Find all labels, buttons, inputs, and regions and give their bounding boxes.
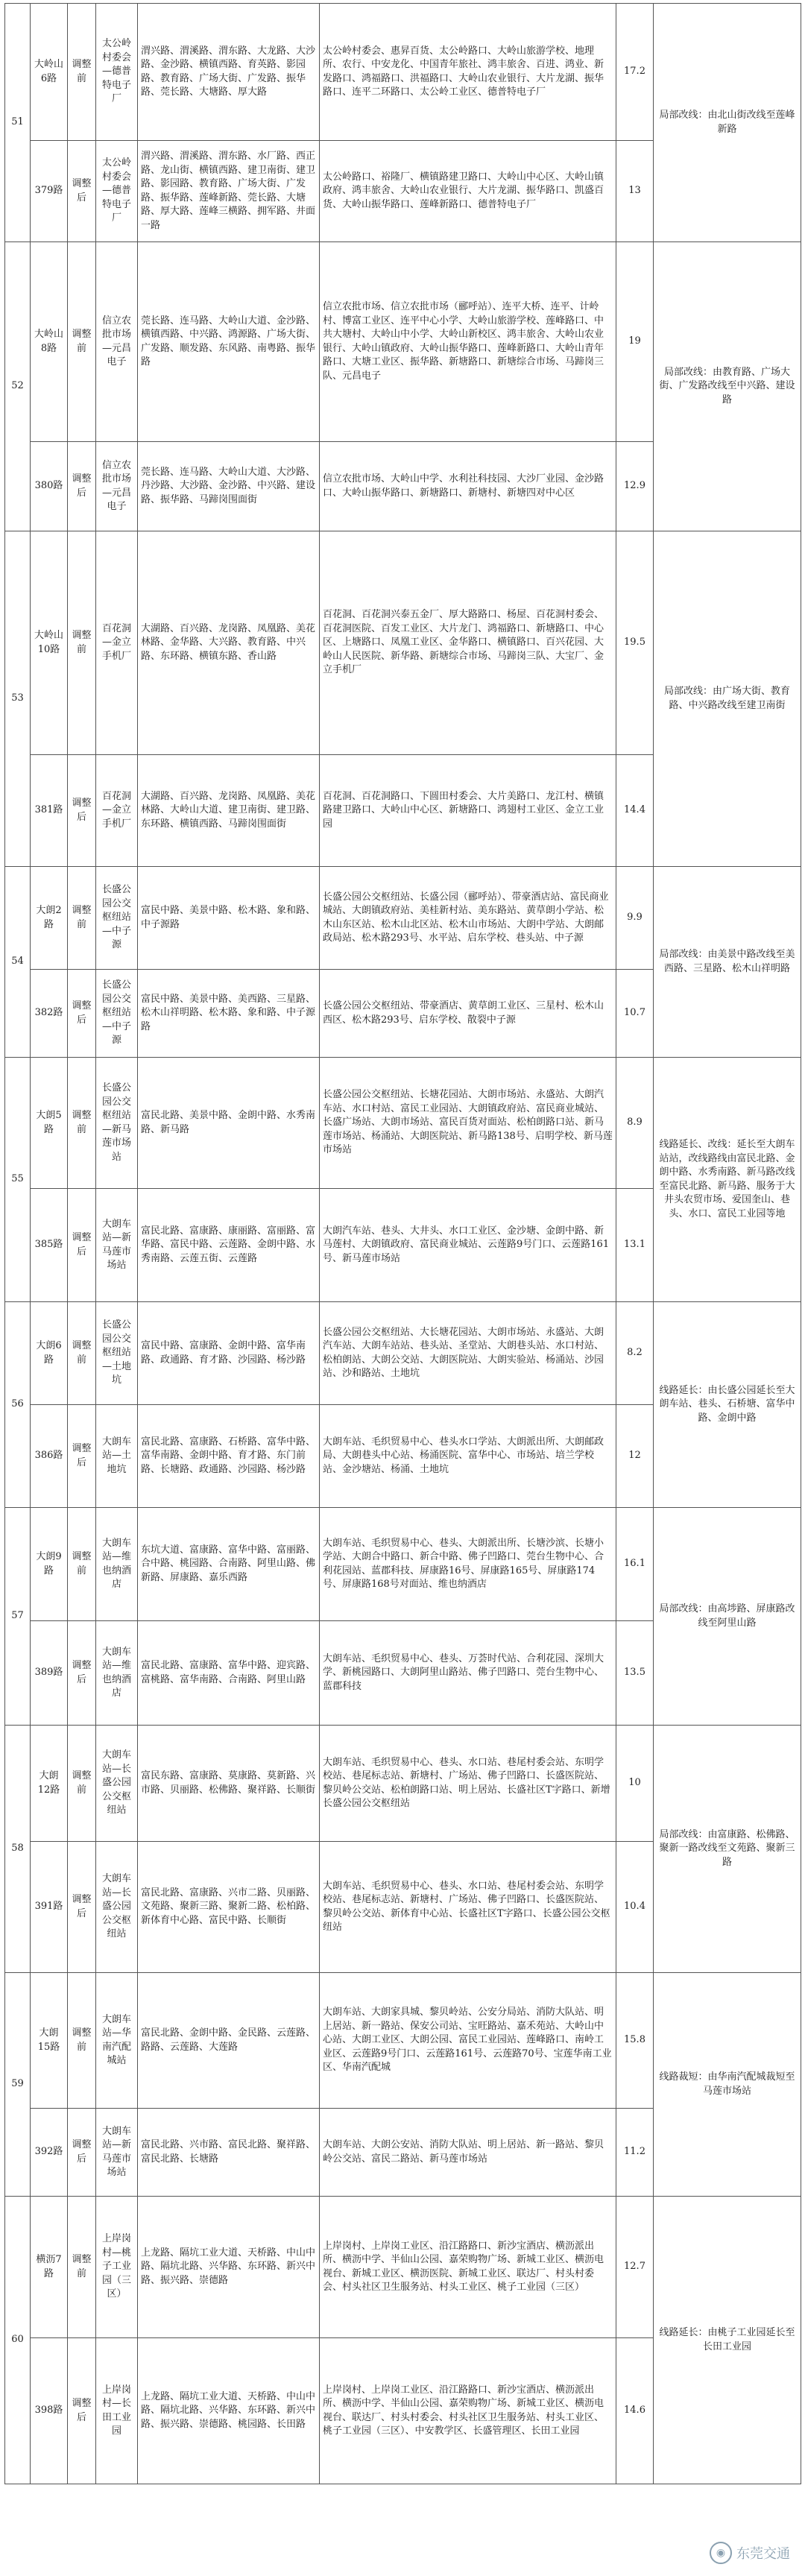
row-number: 57 <box>5 1508 31 1726</box>
note-cell: 线路延长、改线：延长至大朗车站站，改线路线由富民北路、金朗中路、水秀南路、新马路改线至富民北路、新马路、服务于大井头农贸市场、爱国奎山、巷头、水口、富民工业园等地 <box>654 1058 801 1302</box>
terminals-cell: 长盛公园公交枢纽站—新马莲市场站 <box>96 1058 138 1189</box>
stops-cell: 上岸岗村、上岸岗工业区、沿江路路口、新沙宝酒店、横沥派出所、横沥中学、半仙山公园、嘉荣购物广场、新城工业区、横沥电视台、新城工业区、横沥医院、新城工业区、联达厂、村头村委会、村头社区卫生服务站、村头工业区、桃子工业园（三区） <box>320 2197 616 2338</box>
row-number: 60 <box>5 2197 31 2484</box>
length-cell: 11.2 <box>616 2109 654 2197</box>
route-name: 大岭山10路 <box>31 531 68 755</box>
terminals-cell: 大朗车站—长盛公园公交枢纽站 <box>96 1726 138 1842</box>
stops-cell: 大朗车站、大朗公安站、消防大队站、明上居站、新一路站、黎贝岭公交站、富民二路站、新马莲市场站 <box>320 2109 616 2197</box>
roads-cell: 东坑大道、富康路、富华中路、富丽路、合中路、桃园路、合南路、阿里山路、佛新路、屏康路、嘉乐西路 <box>138 1508 320 1621</box>
status-cell: 调整后 <box>68 1405 96 1508</box>
status-cell: 调整后 <box>68 970 96 1058</box>
terminals-cell: 长盛公园公交枢纽站—土地坑 <box>96 1302 138 1405</box>
roads-cell: 渭兴路、渭溪路、渭东路、大龙路、大沙路、金沙路、横镇西路、育英路、影园路、教育路、广场大街、广发路、振华路、莞长路、大塘路、厚大路 <box>138 4 320 141</box>
status-cell: 调整前 <box>68 1302 96 1405</box>
note-cell: 局部改线：由美景中路改线至美西路、三星路、松木山祥明路 <box>654 867 801 1058</box>
route-name: 389路 <box>31 1621 68 1726</box>
terminals-cell: 上岸岗村—桃子工业园（三区） <box>96 2197 138 2338</box>
roads-cell: 富民北路、富康路、康丽路、富丽路、富华路、富民中路、云莲路、金朗中路、水秀南路、云莲五街、云莲路 <box>138 1189 320 1302</box>
length-cell: 16.1 <box>616 1508 654 1621</box>
wechat-logo-icon: ◉ <box>710 2542 732 2564</box>
length-cell: 10.7 <box>616 970 654 1058</box>
route-name: 386路 <box>31 1405 68 1508</box>
stops-cell: 大朗车站、毛织贸易中心、巷头、水口站、巷尾村委会站、东明学校站、巷尾标志站、新塘村、广场站、佛子凹路口、长盛医院站、黎贝岭公交站、新体育中心站、长盛社区T字路口、长盛公园公交枢纽站 <box>320 1842 616 1973</box>
route-name: 382路 <box>31 970 68 1058</box>
length-cell: 14.6 <box>616 2338 654 2484</box>
route-name: 398路 <box>31 2338 68 2484</box>
roads-cell: 上龙路、隔坑工业大道、天桥路、中山中路、隔坑北路、兴华路、东环路、新兴中路、振兴路、崇德路 <box>138 2197 320 2338</box>
row-number: 55 <box>5 1058 31 1302</box>
note-cell: 局部改线：由高埗路、屏康路改线至阿里山路 <box>654 1508 801 1726</box>
terminals-cell: 大朗车站—维也纳酒店 <box>96 1621 138 1726</box>
roads-cell: 富民中路、美景中路、松木路、象和路、中子源路 <box>138 867 320 970</box>
stops-cell: 大朗汽车站、巷头、大井头、水口工业区、金沙塘、金朗中路、新马莲村、大朗镇政府、富民商业城站、云莲路9号门口、云莲路161号、新马莲市场站 <box>320 1189 616 1302</box>
terminals-cell: 信立农批市场—元昌电子 <box>96 242 138 442</box>
roads-cell: 富民东路、富康路、莫康路、莫新路、兴市路、贝丽路、松佛路、聚祥路、长顺街 <box>138 1726 320 1842</box>
note-cell: 局部改线：由北山街改线至莲峰新路 <box>654 4 801 242</box>
table-row <box>5 531 801 755</box>
length-cell: 12.7 <box>616 2197 654 2338</box>
length-cell: 10.4 <box>616 1842 654 1973</box>
route-name: 大朗6路 <box>31 1302 68 1405</box>
length-cell: 12 <box>616 1405 654 1508</box>
route-name: 385路 <box>31 1189 68 1302</box>
status-cell: 调整前 <box>68 867 96 970</box>
status-cell: 调整前 <box>68 1058 96 1189</box>
note-cell: 线路裁短：由华南汽配城裁短至马莲市场站 <box>654 1973 801 2197</box>
length-cell: 14.4 <box>616 755 654 867</box>
stops-cell: 大朗车站、大朗家具城、黎贝岭站、公安分局站、消防大队站、明上居站、新一路站、保安公司站、宝旺路站、嘉禾苑站、大岭山中心站、大朗工业区、大朗公园、富民工业园站、莲峰路口、南岭工业区、云莲路9号门口、云莲路161号、云莲路70号、宝莲华南工业区、华南汽配城 <box>320 1973 616 2109</box>
table-row <box>5 1508 801 1621</box>
route-name: 381路 <box>31 755 68 867</box>
route-adjustment-table <box>4 3 801 2484</box>
row-number: 52 <box>5 242 31 531</box>
stops-cell: 大朗车站、毛织贸易中心、巷头、万荟时代站、合利花园、深圳大学、新桃园路口、大朗阿里山路站、佛子凹路口、莞台生物中心、蓝郡科技 <box>320 1621 616 1726</box>
stops-cell: 百花洞、百花洞兴泰五金厂、厚大路路口、杨屋、百花洞村委会、百花洞医院、百发工业区、大片龙门、鸿福路口、新塘路口、中心区、上塘路口、凤凰工业区、金华路口、横镇路口、百兴花园、大岭山人民医院、新华路、新塘综合市场、马蹄岗三队、大宝厂、金立手机厂 <box>320 531 616 755</box>
roads-cell: 富民北路、兴市路、富民北路、聚祥路、富民北路、长塘路 <box>138 2109 320 2197</box>
roads-cell: 富民中路、美景中路、美西路、三星路、松木山祥明路、松木路、象和路、中子源路 <box>138 970 320 1058</box>
table-row <box>5 1726 801 1842</box>
roads-cell: 上龙路、隔坑工业大道、天桥路、中山中路、隔坑北路、兴华路、东环路、新兴中路、振兴路、崇德路、桃园路、长田路 <box>138 2338 320 2484</box>
terminals-cell: 信立农批市场—元昌电子 <box>96 442 138 531</box>
terminals-cell: 百花洞—金立手机厂 <box>96 531 138 755</box>
table-row <box>5 242 801 442</box>
length-cell: 13 <box>616 141 654 242</box>
status-cell: 调整后 <box>68 1189 96 1302</box>
stops-cell: 大朗车站、毛织贸易中心、巷头水口学站、大朗派出所、大朗邮政局、大朗巷头中心站、杨涌医院、富华中心、市场站、培兰学校站、金沙塘站、杨涌、土地坑 <box>320 1405 616 1508</box>
length-cell: 17.2 <box>616 4 654 141</box>
route-name: 大岭山8路 <box>31 242 68 442</box>
terminals-cell: 大朗车站—新马莲市场站 <box>96 1189 138 1302</box>
status-cell: 调整前 <box>68 531 96 755</box>
row-number: 51 <box>5 4 31 242</box>
roads-cell: 大湖路、百兴路、龙岗路、凤凰路、美花林路、金华路、大兴路、教育路、中兴路、东环路、横镇东路、香山路 <box>138 531 320 755</box>
table-row <box>5 1058 801 1189</box>
status-cell: 调整后 <box>68 1842 96 1973</box>
terminals-cell: 大朗车站—华南汽配城站 <box>96 1973 138 2109</box>
stops-cell: 长盛公园公交枢纽站、长塘花园站、大朗市场站、永盛站、大朗汽车站、水口村站、富民工业园站、大朗镇政府站、富民商业城站、长盛广场站、大朗市场站、富民百货对面站、松柏朗路口站、新马莲市场站、杨涌站、大朗医院站、新马路138号、启明学校、新马莲市场站 <box>320 1058 616 1189</box>
watermark <box>710 2542 790 2564</box>
length-cell: 19 <box>616 242 654 442</box>
route-name: 大朗12路 <box>31 1726 68 1842</box>
stops-cell: 太公岭村委会、惠昇百货、太公岭路口、大岭山旅游学校、地理所、农行、中安龙化、中国青年旅社、鸿丰旅舍、百进、鸿业、新发路口、鸿福路口、洪福路口、大岭山农业银行、大片龙湖、振华路口、连平二环路口、太公岭工业区、德普特电子厂 <box>320 4 616 141</box>
stops-cell: 百花洞、百花洞路口、下圆田村委会、大片美路口、龙江村、横镇路建卫路口、大岭山中心区、新塘路口、鸿翅村工业区、金立工业园 <box>320 755 616 867</box>
roads-cell: 大湖路、百兴路、龙岗路、凤凰路、美花林路、大岭山大道、建卫南街、建卫路、东环路、横镇西路、马蹄岗围面街 <box>138 755 320 867</box>
stops-cell: 上岸岗村、上岸岗工业区、沿江路路口、新沙宝酒店、横沥派出所、横沥中学、半仙山公园、嘉荣购物广场、新城工业区、横沥电视台、联达厂、村头村委会、村头社区卫生服务站、村头工业区、桃子工业园（三区）、中安教学区、长盛管理区、长田工业园 <box>320 2338 616 2484</box>
stops-cell: 太公岭路口、裕隆厂、横镇路建卫路口、大岭山中心区、大岭山镇政府、鸿丰旅舍、大岭山农业银行、大片龙湖、振华路口、凯盛百货、大岭山振华路口、莲峰新路口、德普特电子厂 <box>320 141 616 242</box>
length-cell: 8.9 <box>616 1058 654 1189</box>
route-name: 大朗9路 <box>31 1508 68 1621</box>
status-cell: 调整后 <box>68 442 96 531</box>
terminals-cell: 上岸岗村—长田工业园 <box>96 2338 138 2484</box>
row-number: 54 <box>5 867 31 1058</box>
route-name: 392路 <box>31 2109 68 2197</box>
row-number: 59 <box>5 1973 31 2197</box>
route-name: 391路 <box>31 1842 68 1973</box>
length-cell: 9.9 <box>616 867 654 970</box>
note-cell: 局部改线：由广场大街、教育路、中兴路改线至建卫南街 <box>654 531 801 867</box>
stops-cell: 长盛公园公交枢纽站、大长塘花园站、大朗市场站、永盛站、大朗汽车站、大朗车站站、巷头站、圣堂站、大朗巷头站、水口村站、松柏朗站、大朗公交站、大朗医院站、大朗实验站、杨涌站、沙园站、沙和路站、土地坑 <box>320 1302 616 1405</box>
terminals-cell: 长盛公园公交枢纽站—中子源 <box>96 867 138 970</box>
roads-cell: 莞长路、连马路、大岭山大道、大沙路、丹沙路、大沙路、金沙路、中兴路、建设路、振华路、马蹄岗围面街 <box>138 442 320 531</box>
status-cell: 调整后 <box>68 755 96 867</box>
roads-cell: 莞长路、连马路、大岭山大道、金沙路、横镇西路、中兴路、鸿源路、广场大街、广发路、顺发路、东风路、南粤路、振华路 <box>138 242 320 442</box>
row-number: 56 <box>5 1302 31 1508</box>
route-name: 大朗5路 <box>31 1058 68 1189</box>
stops-cell: 长盛公园公交枢纽站、长盛公园（郦呼站）、带豪酒店站、富民商业城站、大朗镇政府站、美桂新村站、美东路站、黄草朗小学站、松木山东区站、松木山北区站、松木山市场站、大朗中学站、大朗邮政局站、松木路293号、水平站、启东学校、巷头站、中子源 <box>320 867 616 970</box>
terminals-cell: 长盛公园公交枢纽站—中子源 <box>96 970 138 1058</box>
route-name: 大岭山6路 <box>31 4 68 141</box>
length-cell: 13.1 <box>616 1189 654 1302</box>
length-cell: 19.5 <box>616 531 654 755</box>
stops-cell: 信立农批市场、信立农批市场（郦呼站）、连平大桥、连平、计岭村、博富工业区、连平中心小学、大岭山旅游学校、莲峰路口、中共大塘村、大岭山中小学、大岭山新校区、鸿丰旅舍、大岭山农业银行、大岭山镇政府、大岭山振华路口、莲峰新路口、大岭山青年路口、大塘工业区、振华路、新塘路口、新塘综合市场、马蹄岗三队、元昌电子 <box>320 242 616 442</box>
row-number: 58 <box>5 1726 31 1973</box>
terminals-cell: 大朗车站—新马莲市场站 <box>96 2109 138 2197</box>
roads-cell: 富民北路、富康路、兴市二路、贝丽路、文苑路、聚新三路、聚新二路、松柏路、新体育中心路、富民中路、长顺街 <box>138 1842 320 1973</box>
status-cell: 调整前 <box>68 242 96 442</box>
status-cell: 调整后 <box>68 1621 96 1726</box>
status-cell: 调整后 <box>68 2338 96 2484</box>
length-cell: 15.8 <box>616 1973 654 2109</box>
status-cell: 调整前 <box>68 2197 96 2338</box>
roads-cell: 富民北路、富康路、富华中路、迎宾路、富桃路、富华南路、合南路、阿里山路 <box>138 1621 320 1726</box>
status-cell: 调整后 <box>68 2109 96 2197</box>
status-cell: 调整前 <box>68 1726 96 1842</box>
length-cell: 8.2 <box>616 1302 654 1405</box>
roads-cell: 富民北路、金朗中路、金民路、云莲路、路路、云莲路、大莲路 <box>138 1973 320 2109</box>
route-name: 大朗2路 <box>31 867 68 970</box>
stops-cell: 大朗车站、毛织贸易中心、巷头、水口站、巷尾村委会站、东明学校站、巷尾标志站、新塘村、广场站、佛子凹路口、长盛医院站、黎贝岭公交站、松柏朗路口站、明上居站、长盛社区T字路口、新增长盛公园公交枢纽站 <box>320 1726 616 1842</box>
watermark-text: 东莞交通 <box>736 2546 790 2562</box>
table-row <box>5 1973 801 2109</box>
terminals-cell: 百花洞—金立手机厂 <box>96 755 138 867</box>
terminals-cell: 大朗车站—长盛公园公交枢纽站 <box>96 1842 138 1973</box>
route-name: 横沥7路 <box>31 2197 68 2338</box>
roads-cell: 富民中路、富康路、金朗中路、富华南路、政通路、育才路、沙园路、杨沙路 <box>138 1302 320 1405</box>
roads-cell: 富民北路、富康路、石桥路、富华中路、富华南路、金朗中路、育才路、东门前路、长塘路、政通路、沙园路、杨沙路 <box>138 1405 320 1508</box>
table-row <box>5 867 801 970</box>
table-row <box>5 1302 801 1405</box>
terminals-cell: 太公岭村委会—德普特电子厂 <box>96 4 138 141</box>
roads-cell: 渭兴路、渭溪路、渭东路、水厂路、西正路、龙山街、横镇西路、建卫南街、建卫路、影园路、教育路、广场大街、广发路、振华路、莲峰新路、莞长路、大塘路、厚大路、莲峰三横路、拥军路、井面一路 <box>138 141 320 242</box>
note-cell: 线路延长：由桃子工业园延长至长田工业园 <box>654 2197 801 2484</box>
roads-cell: 富民北路、美景中路、金朗中路、水秀南路、新马路 <box>138 1058 320 1189</box>
terminals-cell: 太公岭村委会—德普特电子厂 <box>96 141 138 242</box>
route-name: 379路 <box>31 141 68 242</box>
status-cell: 调整前 <box>68 1508 96 1621</box>
route-name: 大朗15路 <box>31 1973 68 2109</box>
terminals-cell: 大朗车站—土地坑 <box>96 1405 138 1508</box>
status-cell: 调整后 <box>68 141 96 242</box>
note-cell: 局部改线：由教育路、广场大街、广发路改线至中兴路、建设路 <box>654 242 801 531</box>
stops-cell: 信立农批市场、大岭山中学、水利社科技园、大沙厂业园、金沙路口、大岭山振华路口、新塘路口、新塘村、新塘四对中心区 <box>320 442 616 531</box>
length-cell: 13.5 <box>616 1621 654 1726</box>
stops-cell: 大朗车站、毛织贸易中心、巷头、大朗派出所、长塘沙滨、长塘小学站、大朗合中路口、新合中路、佛子凹路口、莞台生物中心、合利花园站、蓝郡科技、屏康路16号、屏康路165号、屏康路174号、屏康路168号对面站、维也纳酒店 <box>320 1508 616 1621</box>
table-row <box>5 4 801 141</box>
table-row <box>5 2197 801 2338</box>
note-cell: 局部改线：由富康路、松佛路、聚新一路改线至文苑路、聚新三路 <box>654 1726 801 1973</box>
status-cell: 调整前 <box>68 4 96 141</box>
terminals-cell: 大朗车站—维也纳酒店 <box>96 1508 138 1621</box>
note-cell: 线路延长：由长盛公园延长至大朗车站、巷头、石桥塘、富华中路、金朗中路 <box>654 1302 801 1508</box>
row-number: 53 <box>5 531 31 867</box>
stops-cell: 长盛公园公交枢纽站、带豪酒店、黄草朗工业区、三星村、松木山西区、松木路293号、启东学校、散裂中子源 <box>320 970 616 1058</box>
route-name: 380路 <box>31 442 68 531</box>
length-cell: 12.9 <box>616 442 654 531</box>
status-cell: 调整前 <box>68 1973 96 2109</box>
length-cell: 10 <box>616 1726 654 1842</box>
